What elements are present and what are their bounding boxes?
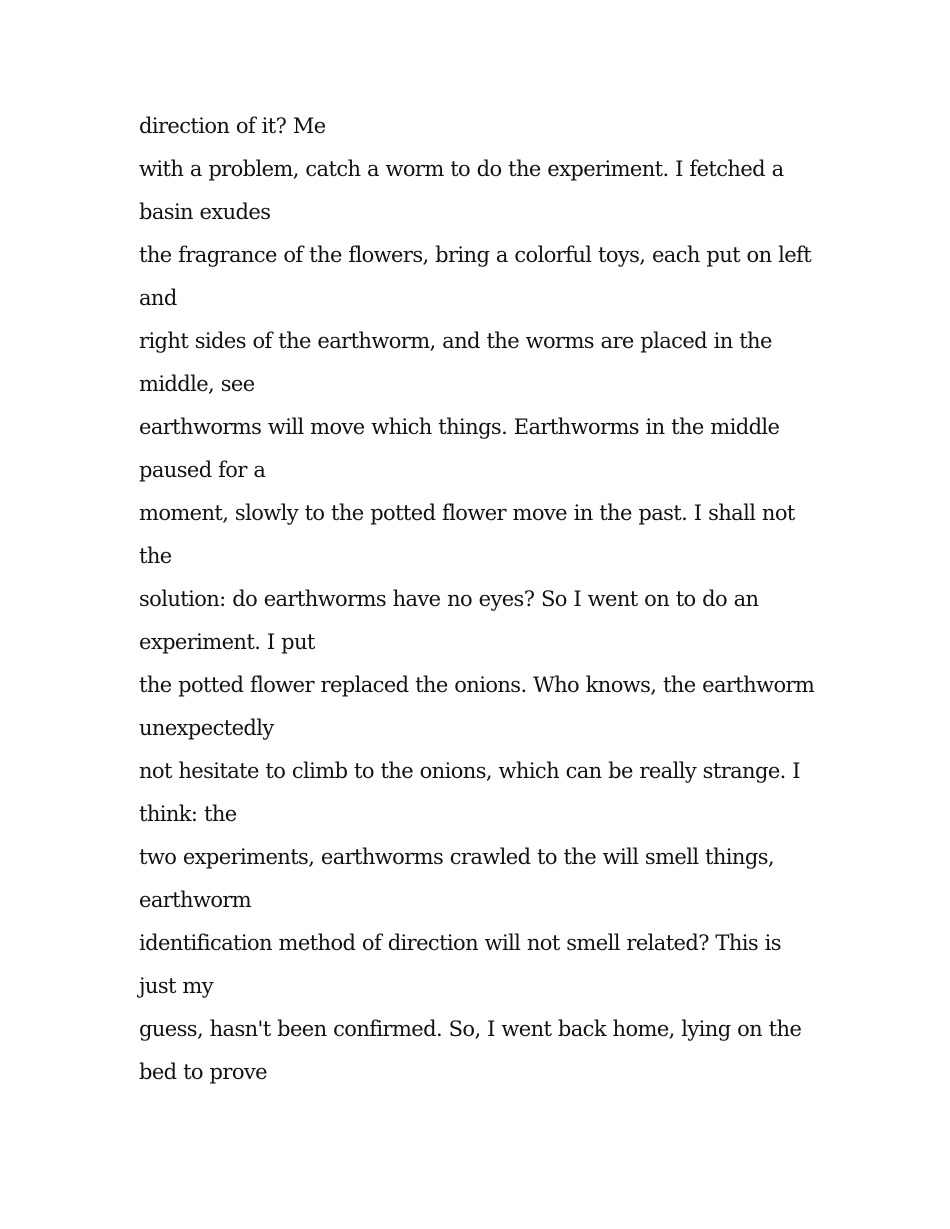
text-line: unexpectedly <box>139 716 274 740</box>
text-line: just my <box>139 974 214 998</box>
text-line: paused for a <box>139 458 266 482</box>
text-line: bed to prove <box>139 1060 267 1084</box>
text-line: the <box>139 544 172 568</box>
text-line: the fragrance of the flowers, bring a colorful toys, each put on left <box>139 243 812 267</box>
text-line: with a problem, catch a worm to do the experiment. I fetched a <box>139 157 784 181</box>
text-line: identification method of direction will not smell related? This is <box>139 931 781 955</box>
text-line: basin exudes <box>139 200 271 224</box>
text-line: the potted flower replaced the onions. Who knows, the earthworm <box>139 673 815 697</box>
body-text <box>139 105 829 1094</box>
text-line: earthworm <box>139 888 252 912</box>
text-line: and <box>139 286 177 310</box>
text-line: right sides of the earthworm, and the worms are placed in the <box>139 329 772 353</box>
text-line: think: the <box>139 802 237 826</box>
text-line: earthworms will move which things. Earthworms in the middle <box>139 415 780 439</box>
text-line: solution: do earthworms have no eyes? So I went on to do an <box>139 587 759 611</box>
text-line: middle, see <box>139 372 255 396</box>
text-line: direction of it? Me <box>139 114 326 138</box>
text-line: two experiments, earthworms crawled to the will smell things, <box>139 845 774 869</box>
text-line: not hesitate to climb to the onions, which can be really strange. I <box>139 759 800 783</box>
text-line: moment, slowly to the potted flower move in the past. I shall not <box>139 501 795 525</box>
text-line: guess, hasn't been confirmed. So, I went back home, lying on the <box>139 1017 802 1041</box>
text-line: experiment. I put <box>139 630 315 654</box>
